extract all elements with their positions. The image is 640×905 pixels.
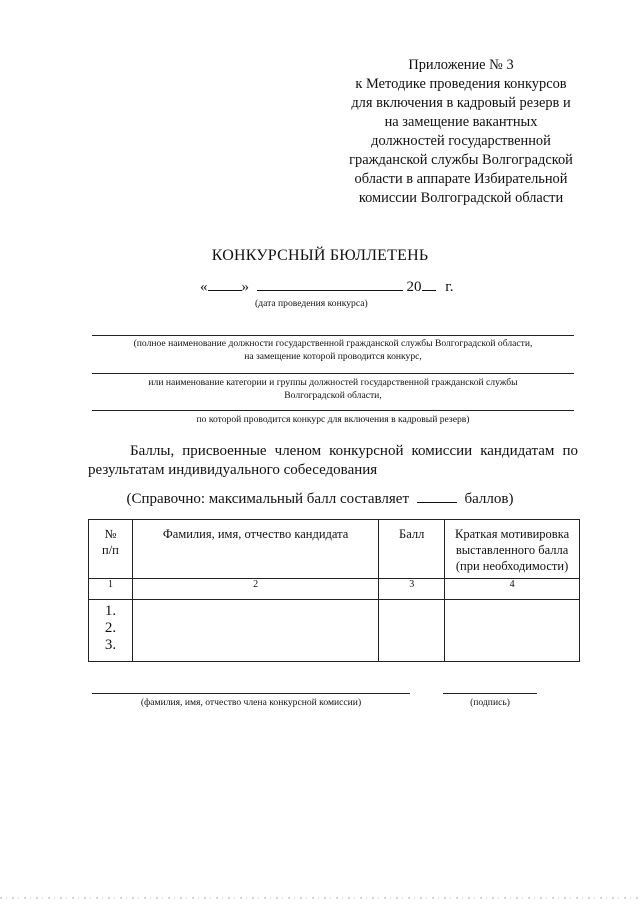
row-numbers-cell xyxy=(89,600,133,662)
member-name-line[interactable] xyxy=(92,693,410,694)
max-score-prefix: (Справочно: максимальный балл составляет xyxy=(126,491,410,507)
position-line-3[interactable] xyxy=(92,410,574,411)
position-line-2[interactable] xyxy=(92,373,574,374)
position-caption-1-line1: (полное наименование должности государственной гражданской службы Волгоградской области, xyxy=(133,338,533,349)
member-name-caption: (фамилия, имя, отчество члена конкурсной комиссии) xyxy=(140,697,362,708)
header-num-symbol: № xyxy=(104,527,117,541)
appendix-line: Приложение № 3 xyxy=(408,57,514,73)
candidate-name-cell[interactable] xyxy=(132,600,378,662)
signature-caption: (подпись) xyxy=(470,697,510,708)
scan-artifact xyxy=(0,897,640,899)
appendix-header xyxy=(330,56,592,208)
header-reason xyxy=(445,520,580,579)
column-number: 4 xyxy=(445,579,580,600)
column-number-row xyxy=(89,579,580,600)
max-score-blank[interactable] xyxy=(417,490,457,503)
date-open-quote: « xyxy=(200,279,208,295)
score-cell[interactable] xyxy=(379,600,445,662)
header-reason-line2: выставленного балла xyxy=(455,543,569,557)
position-caption-1 xyxy=(92,337,574,363)
column-number: 1 xyxy=(89,579,133,600)
date-caption: (дата проведения конкурса) xyxy=(255,298,368,309)
appendix-line: гражданской службы Волгоградской xyxy=(349,152,573,168)
appendix-line: должностей государственной xyxy=(371,133,551,149)
row-number: 1. xyxy=(104,603,117,619)
year-blank[interactable] xyxy=(422,278,436,291)
position-line-1[interactable] xyxy=(92,335,574,336)
position-caption-2 xyxy=(92,376,574,402)
reason-cell[interactable] xyxy=(445,600,580,662)
header-num xyxy=(89,520,133,579)
appendix-line: к Методике проведения конкурсов xyxy=(355,76,567,92)
scores-paragraph xyxy=(88,442,578,480)
table-row xyxy=(89,600,580,662)
row-number: 3. xyxy=(104,637,117,653)
table-header-row xyxy=(89,520,580,579)
day-blank[interactable] xyxy=(208,278,242,291)
month-blank[interactable] xyxy=(257,278,403,291)
document-title: КОНКУРСНЫЙ БЮЛЛЕТЕНЬ xyxy=(211,247,429,264)
scores-table xyxy=(88,519,580,662)
header-name: Фамилия, имя, отчество кандидата xyxy=(132,520,378,579)
paragraph-line-2: результатам индивидуального собеседования xyxy=(88,462,378,478)
position-caption-1-line2: на замещение которой проводится конкурс, xyxy=(244,351,422,362)
max-score-note xyxy=(0,490,640,508)
header-num-abbrev: п/п xyxy=(102,543,119,557)
position-caption-3: по которой проводится конкурс для включения в кадровый резерв) xyxy=(196,414,470,425)
header-score: Балл xyxy=(379,520,445,579)
position-caption-2-line1: или наименование категории и группы должностей государственной гражданской службы xyxy=(148,377,518,388)
year-prefix: 20 xyxy=(406,279,422,295)
appendix-line: на замещение вакантных xyxy=(384,114,538,130)
year-suffix: г. xyxy=(445,279,454,295)
row-number: 2. xyxy=(104,620,117,636)
header-reason-line1: Краткая мотивировка xyxy=(454,527,570,541)
header-reason-line3: (при необходимости) xyxy=(455,559,569,573)
date-close-quote: » xyxy=(241,279,249,295)
paragraph-line-1: Баллы, присвоенные членом конкурсной комиссии кандидатам по xyxy=(130,443,578,459)
appendix-line: области в аппарате Избирательной xyxy=(354,171,568,187)
date-line xyxy=(200,278,453,296)
column-number: 2 xyxy=(132,579,378,600)
max-score-suffix: баллов) xyxy=(464,491,514,507)
signature-line[interactable] xyxy=(443,693,537,694)
appendix-line: для включения в кадровый резерв и xyxy=(351,95,571,111)
column-number: 3 xyxy=(379,579,445,600)
appendix-line: комиссии Волгоградской области xyxy=(358,190,564,206)
position-caption-2-line2: Волгоградской области, xyxy=(284,390,382,401)
